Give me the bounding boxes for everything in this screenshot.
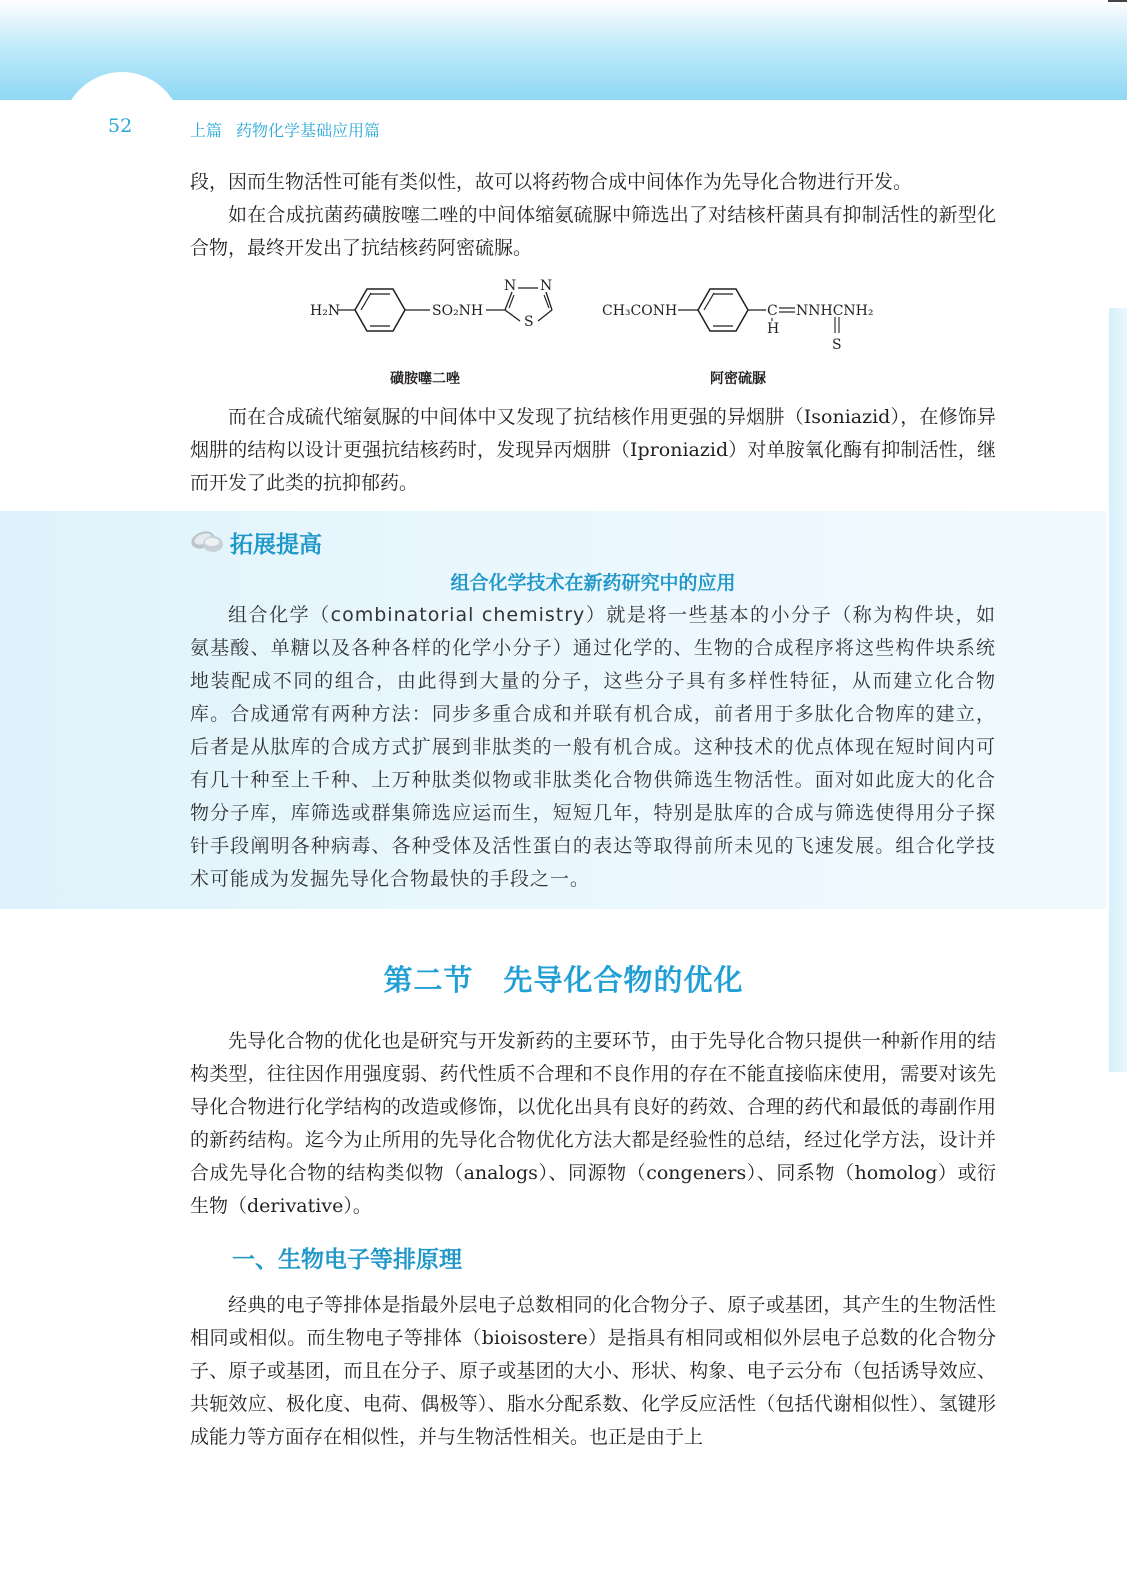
paragraph-3: 而在合成硫代缩氨脲的中间体中又发现了抗结核作用更强的异烟肼（Isoniazid），在修饰异烟肼的结构以设计更强抗结核药时，发现异丙烟肼（Iproniazid）对单胺氧化酶有抑制活性，继而开发了此类的抗抑郁药。 bbox=[190, 406, 996, 494]
right-compound-name: 阿密硫脲 bbox=[710, 371, 766, 387]
extension-label: 拓展提高 bbox=[230, 531, 322, 558]
ring-nitrogen-1: N bbox=[504, 278, 517, 294]
subsection-heading: 一、生物电子等排原理 bbox=[232, 1246, 462, 1273]
right-acyl-label: CH₃CONH bbox=[602, 303, 678, 319]
right-benzene-ring bbox=[698, 289, 748, 331]
running-head-part: 上篇 bbox=[190, 121, 223, 140]
left-compound-name: 磺胺噻二唑 bbox=[390, 371, 460, 387]
capsule-icon bbox=[190, 528, 224, 554]
paragraph-5: 经典的电子等排体是指最外层电子总数相同的化合物分子、原子或基团，其产生的生物活性相同或相似。而生物电子等排体（bioisostere）是指具有相同或相似外层电子总数的化合物分子、原子或基团，而且在分子、原子或基团的大小、形状、构象、电子云分布（包括诱导效应、共轭效应、极化度、电荷、偶极等）、脂水分配系数、化学反应活性（包括代谢相似性）、氢键形成能力等方面存在相似性，并与生物活性相关。也正是由于上 bbox=[190, 1294, 996, 1448]
section-number: 第二节 bbox=[383, 963, 474, 997]
left-benzene-ring bbox=[355, 289, 405, 331]
thiadiazole-ring bbox=[504, 278, 552, 330]
right-chain-label: NNHCNH₂ bbox=[796, 303, 874, 319]
chemical-structures bbox=[300, 275, 900, 390]
extension-subtitle: 组合化学技术在新药研究中的应用 bbox=[450, 572, 736, 594]
right-carbon-label: C bbox=[767, 303, 778, 319]
header-band bbox=[0, 0, 1127, 100]
paragraph-1: 段，因而生物活性可能有类似性，故可以将药物合成中间体作为先导化合物进行开发。 bbox=[190, 171, 913, 193]
running-head-title: 药物化学基础应用篇 bbox=[236, 121, 381, 140]
ring-sulfur: S bbox=[524, 314, 534, 330]
extension-text: 组合化学（combinatorial chemistry）就是将一些基本的小分子（称为构件块，如氨基酸、单糖以及各种各样的化学小分子）通过化学的、生物的合成程序将这些构件块系统地装配成不同的组合，由此得到大量的分子，这些分子具有多样性特征，从而建立化合物库。合成通常有两种方法：同步多重合成和并联有机合成，前者用于多肽化合物库的建立，后者是从肽库的合成方式扩展到非肽类的一般有机合成。这种技术的优点体现在短时间内可有几十种至上千种、上万种肽类似物或非肽类化合物供筛选生物活性。面对如此庞大的化合物分子库，库筛选或群集筛选应运而生，短短几年，特别是肽库的合成与筛选使得用分子探针手段阐明各种病毒、各种受体及活性蛋白的表达等取得前所未见的飞速发展。组合化学技术可能成为发掘先导化合物最快的手段之一。 bbox=[190, 604, 996, 890]
section-heading bbox=[0, 958, 1127, 999]
section-title-text: 先导化合物的优化 bbox=[503, 963, 744, 997]
right-hydrogen-label: H bbox=[767, 321, 780, 337]
left-sulfonyl-label: SO₂NH bbox=[432, 303, 484, 319]
left-amine-label: H₂N bbox=[310, 303, 341, 319]
right-sulfur-label: S bbox=[832, 337, 842, 353]
running-head bbox=[190, 118, 380, 141]
page-number: 52 bbox=[108, 115, 133, 137]
ring-nitrogen-2: N bbox=[540, 278, 553, 294]
paragraph-2: 如在合成抗菌药磺胺噻二唑的中间体缩氨硫脲中筛选出了对结核杆菌具有抑制活性的新型化合物，最终开发出了抗结核药阿密硫脲。 bbox=[190, 204, 996, 259]
corner-mark bbox=[1108, 0, 1127, 2]
paragraph-4: 先导化合物的优化也是研究与开发新药的主要环节，由于先导化合物只提供一种新作用的结构类型，往往因作用强度弱、药代性质不合理和不良作用的存在不能直接临床使用，需要对该先导化合物进行化学结构的改造或修饰，以优化出具有良好的药效、合理的药代和最低的毒副作用的新药结构。迄今为止所用的先导化合物优化方法大都是经验性的总结，经过化学方法，设计并合成先导化合物的结构类似物（analogs）、同源物（congeners）、同系物（homolog）或衍生物（derivative）。 bbox=[190, 1030, 996, 1217]
